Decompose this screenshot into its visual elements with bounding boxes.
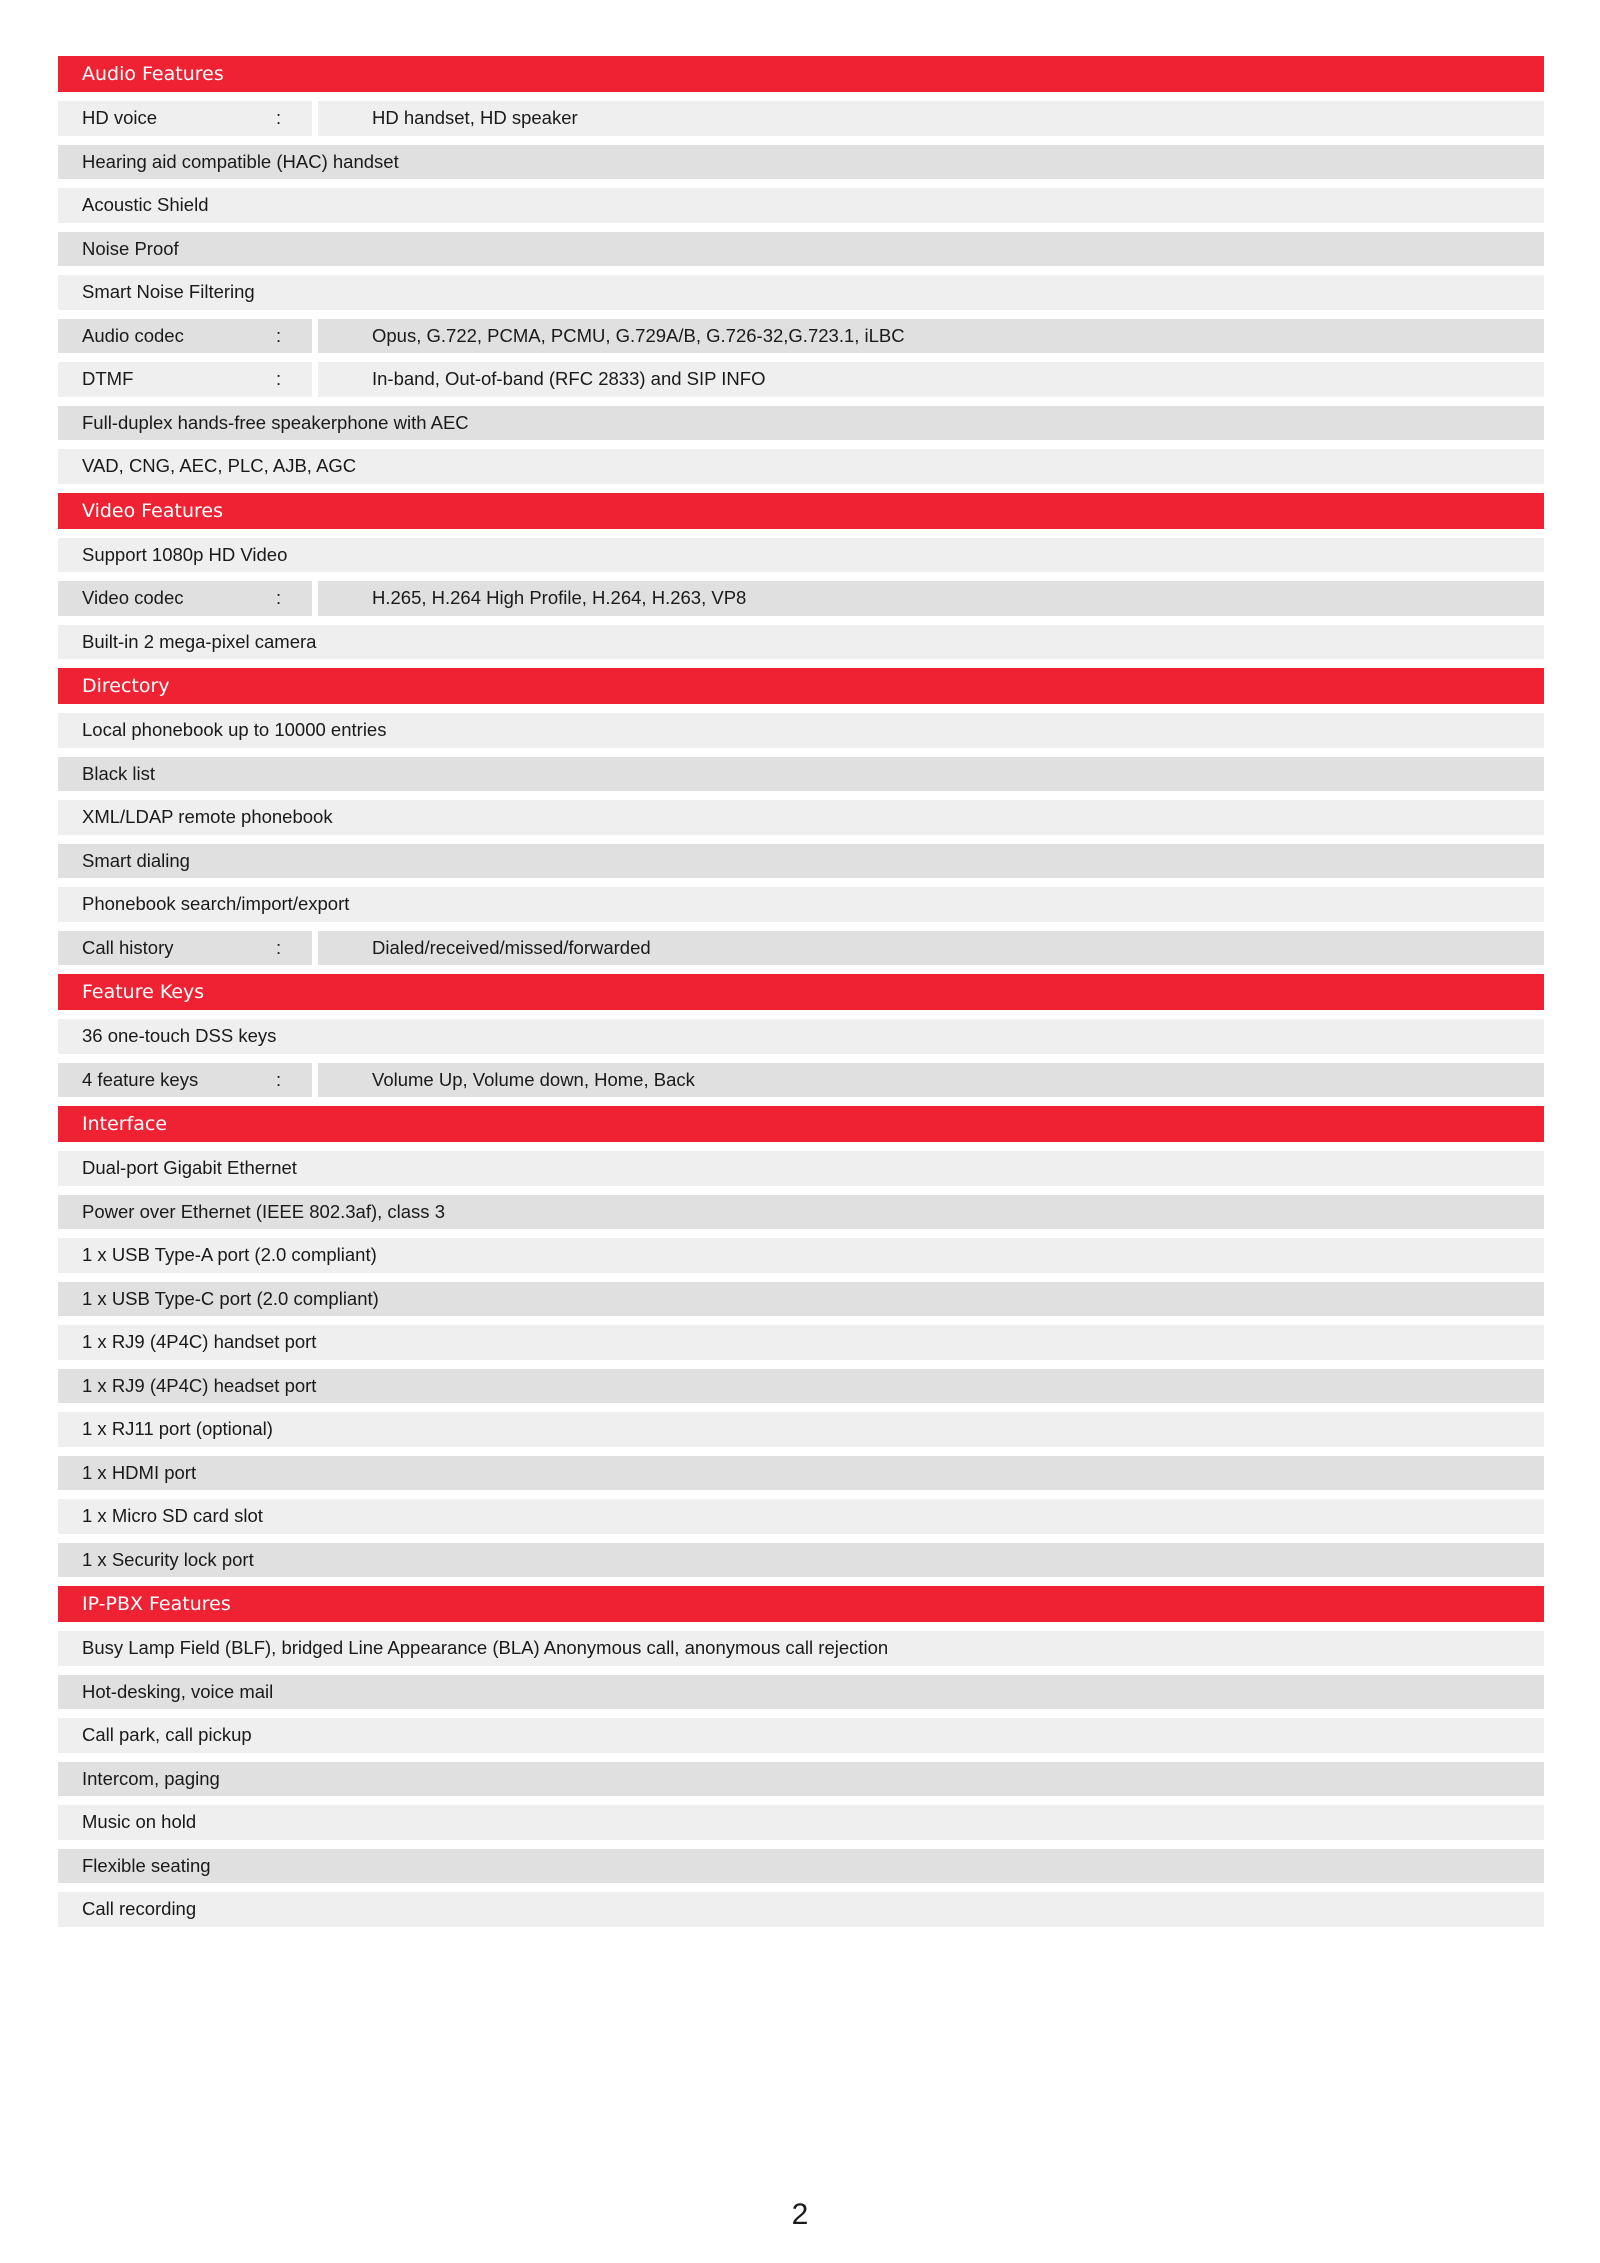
spec-value: Dialed/received/missed/forwarded: [318, 931, 1544, 966]
spec-value: In-band, Out-of-band (RFC 2833) and SIP INFO: [318, 362, 1544, 397]
spec-key-cell: [58, 362, 312, 397]
spec-item: Flexible seating: [58, 1849, 1544, 1884]
page-number: 2: [791, 2198, 809, 2231]
key-separator: :: [276, 324, 282, 346]
spec-item: Power over Ethernet (IEEE 802.3af), class 3: [58, 1195, 1544, 1230]
spec-item: Support 1080p HD Video: [58, 538, 1544, 573]
key-separator: :: [276, 368, 282, 389]
spec-row: [58, 1238, 1544, 1273]
spec-section: [58, 974, 1544, 1097]
spec-row: [58, 844, 1544, 879]
spec-item: Built-in 2 mega-pixel camera: [58, 625, 1544, 660]
spec-row: [58, 188, 1544, 223]
spec-row: [58, 449, 1544, 484]
spec-row: [58, 406, 1544, 441]
spec-section: [58, 1106, 1544, 1577]
spec-item: 1 x Security lock port: [58, 1543, 1544, 1578]
spec-key: Video codec: [82, 587, 184, 608]
spec-item: Call park, call pickup: [58, 1718, 1544, 1753]
spec-row: [58, 1849, 1544, 1884]
spec-section: [58, 493, 1544, 660]
spec-section: [58, 1586, 1544, 1927]
spec-key: Call history: [82, 936, 174, 958]
spec-row: [58, 1718, 1544, 1753]
spec-item: Phonebook search/import/export: [58, 887, 1544, 922]
spec-row: [58, 1325, 1544, 1360]
spec-row: [58, 1805, 1544, 1840]
spec-key: HD voice: [82, 107, 158, 128]
spec-item: 1 x RJ9 (4P4C) headset port: [58, 1369, 1544, 1404]
spec-item: Hearing aid compatible (HAC) handset: [58, 145, 1544, 180]
spec-value: Opus, G.722, PCMA, PCMU, G.729A/B, G.726-32,G.723.1, iLBC: [318, 319, 1544, 354]
spec-row: [58, 275, 1544, 310]
spec-row: [58, 581, 1544, 616]
section-header: IP-PBX Features: [58, 1586, 1544, 1622]
spec-item: Hot-desking, voice mail: [58, 1675, 1544, 1710]
spec-item: Noise Proof: [58, 232, 1544, 267]
spec-row: [58, 1412, 1544, 1447]
spec-item: Smart Noise Filtering: [58, 275, 1544, 310]
section-header: Interface: [58, 1106, 1544, 1142]
spec-key: Audio codec: [82, 324, 184, 346]
key-separator: :: [276, 587, 282, 608]
spec-item: 1 x USB Type-A port (2.0 compliant): [58, 1238, 1544, 1273]
spec-item: Intercom, paging: [58, 1762, 1544, 1797]
spec-item: Local phonebook up to 10000 entries: [58, 713, 1544, 748]
spec-row: [58, 1151, 1544, 1186]
section-header: Audio Features: [58, 56, 1544, 92]
spec-section: [58, 668, 1544, 965]
spec-row: [58, 1282, 1544, 1317]
spec-row: [58, 232, 1544, 267]
spec-row: [58, 101, 1544, 136]
section-header: Video Features: [58, 493, 1544, 529]
spec-row: [58, 362, 1544, 397]
spec-item: Call recording: [58, 1892, 1544, 1927]
spec-sheet: [58, 56, 1544, 1936]
spec-row: [58, 713, 1544, 748]
spec-row: [58, 800, 1544, 835]
spec-item: Dual-port Gigabit Ethernet: [58, 1151, 1544, 1186]
key-separator: :: [276, 1068, 282, 1090]
spec-row: [58, 887, 1544, 922]
spec-key-cell: [58, 931, 312, 966]
spec-row: [58, 1019, 1544, 1054]
spec-value: H.265, H.264 High Profile, H.264, H.263, VP8: [318, 581, 1544, 616]
spec-item: XML/LDAP remote phonebook: [58, 800, 1544, 835]
spec-item: Acoustic Shield: [58, 188, 1544, 223]
spec-key-cell: [58, 101, 312, 136]
spec-item: 1 x Micro SD card slot: [58, 1499, 1544, 1534]
spec-row: [58, 538, 1544, 573]
spec-key-cell: [58, 581, 312, 616]
spec-row: [58, 1892, 1544, 1927]
section-header: Feature Keys: [58, 974, 1544, 1010]
spec-row: [58, 1762, 1544, 1797]
spec-item: Busy Lamp Field (BLF), bridged Line Appearance (BLA) Anonymous call, anonymous call rejection: [58, 1631, 1544, 1666]
key-separator: :: [276, 936, 282, 958]
spec-value: HD handset, HD speaker: [318, 101, 1544, 136]
spec-row: [58, 931, 1544, 966]
spec-item: Music on hold: [58, 1805, 1544, 1840]
spec-row: [58, 757, 1544, 792]
spec-item: VAD, CNG, AEC, PLC, AJB, AGC: [58, 449, 1544, 484]
spec-row: [58, 1543, 1544, 1578]
spec-section: [58, 56, 1544, 484]
spec-item: Full-duplex hands-free speakerphone with AEC: [58, 406, 1544, 441]
spec-row: [58, 1499, 1544, 1534]
spec-row: [58, 145, 1544, 180]
spec-row: [58, 625, 1544, 660]
spec-row: [58, 1195, 1544, 1230]
spec-item: 36 one-touch DSS keys: [58, 1019, 1544, 1054]
spec-key: 4 feature keys: [82, 1068, 199, 1090]
spec-key-cell: [58, 319, 312, 354]
spec-row: [58, 1675, 1544, 1710]
spec-row: [58, 1369, 1544, 1404]
spec-key: DTMF: [82, 368, 134, 389]
spec-row: [58, 319, 1544, 354]
key-separator: :: [276, 107, 282, 128]
spec-item: 1 x RJ11 port (optional): [58, 1412, 1544, 1447]
spec-key-cell: [58, 1063, 312, 1098]
spec-row: [58, 1456, 1544, 1491]
spec-item: Black list: [58, 757, 1544, 792]
spec-item: 1 x HDMI port: [58, 1456, 1544, 1491]
spec-row: [58, 1063, 1544, 1098]
spec-item: Smart dialing: [58, 844, 1544, 879]
spec-row: [58, 1631, 1544, 1666]
spec-item: 1 x USB Type-C port (2.0 compliant): [58, 1282, 1544, 1317]
spec-item: 1 x RJ9 (4P4C) handset port: [58, 1325, 1544, 1360]
section-header: Directory: [58, 668, 1544, 704]
spec-value: Volume Up, Volume down, Home, Back: [318, 1063, 1544, 1098]
